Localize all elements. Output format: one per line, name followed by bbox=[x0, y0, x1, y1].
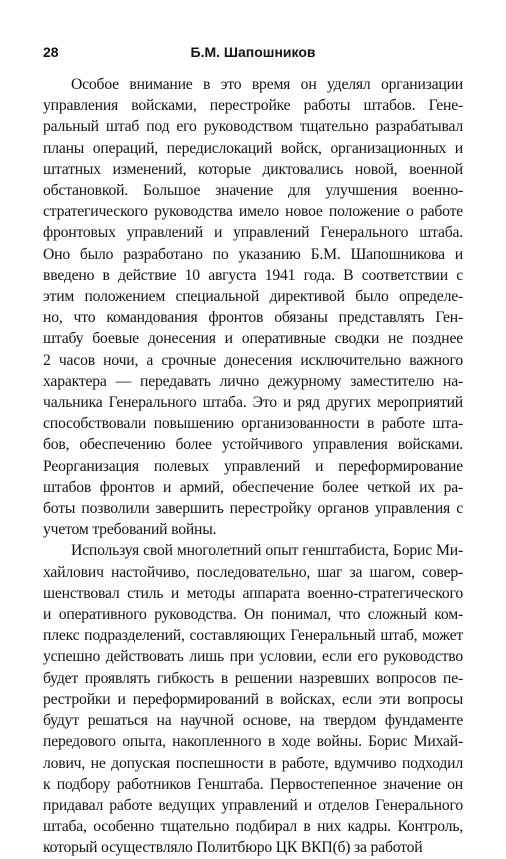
text-line: введено в действие 10 августа 1941 года. В соответствии с bbox=[43, 266, 463, 284]
text-line: придавал работе ведущих управлений и отделов Генерального bbox=[43, 796, 463, 814]
text-line: штаба, особенно тщательно подбирал в них кадры. Контроль, bbox=[43, 818, 463, 836]
text-line: передового опыта, накопленного в ходе войны. Борис Михай- bbox=[43, 733, 463, 751]
text-line: планы операций, передислокаций войск, организационных и bbox=[43, 139, 463, 157]
text-line: Особое внимание в это время он уделял организации bbox=[71, 76, 463, 93]
text-line: ральный штаб под его руководством тщательно разрабатывал bbox=[43, 118, 463, 136]
text-line: будет проявлять гибкость в решении назревших вопросов пе- bbox=[43, 669, 463, 687]
text-line: управления войсками, перестройке работы штабов. Гене- bbox=[43, 97, 463, 115]
paragraph bbox=[43, 540, 463, 858]
running-head: Б.М. Шапошников bbox=[190, 44, 316, 60]
text-line: будут решаться на научной основе, на твердом фундаменте bbox=[43, 712, 463, 730]
text-line: обстановкой. Большое значение для улучшения военно- bbox=[43, 182, 463, 200]
text-line: и оперативного руководства. Он понимал, что сложный ком- bbox=[43, 606, 463, 624]
text-line: чальника Генерального штаба. Это и ряд других мероприятий bbox=[43, 394, 463, 412]
text-line: лович, не допуская поспешности в работе, вдумчиво подходил bbox=[43, 754, 463, 772]
text-line: к подбору работников Генштаба. Первостепенное значение он bbox=[43, 775, 463, 793]
page-header bbox=[0, 44, 506, 64]
text-line: способствовали повышению организованности в работе шта- bbox=[43, 415, 463, 433]
text-line: шенствовал стиль и методы аппарата военно-стратегического bbox=[43, 584, 463, 602]
text-line: но, что командования фронтов обязаны представлять Ген- bbox=[43, 309, 463, 327]
text-line: стратегического руководства имело новое положение о работе bbox=[43, 203, 463, 221]
text-line: Используя свой многолетний опыт генштабиста, Борис Ми- bbox=[71, 542, 463, 560]
text-line: который осуществляло Политбюро ЦК ВКП(б) за работой bbox=[43, 839, 423, 857]
text-line: 2 часов ночи, а срочные донесения исключительно важного bbox=[43, 351, 463, 369]
paragraph bbox=[43, 74, 463, 540]
text-line: Оно было разработано по указанию Б.М. Шапошникова и bbox=[43, 245, 463, 263]
text-line: штабу боевые донесения и оперативные сводки не позднее bbox=[43, 330, 463, 348]
text-line: бов, обеспечению более устойчивого управления войсками. bbox=[43, 436, 463, 454]
text-line: характера — передавать лично дежурному заместителю на- bbox=[43, 372, 463, 390]
page-number: 28 bbox=[43, 44, 59, 60]
text-line: этим положением специальной директивой было определе- bbox=[43, 288, 463, 306]
text-line: штатных изменений, которые диктовались новой, военной bbox=[43, 160, 463, 178]
text-line: успешно действовать лишь при условии, если его руководство bbox=[43, 648, 463, 666]
body-text bbox=[43, 74, 463, 859]
text-line: штабов фронтов и армий, обеспечение более четкой их ра- bbox=[43, 478, 463, 496]
text-line: хайлович настойчиво, последовательно, шаг за шагом, совер- bbox=[43, 563, 463, 581]
text-line: фронтовых управлений и управлений Генерального штаба. bbox=[43, 224, 463, 242]
text-line: учетом требований войны. bbox=[43, 521, 217, 539]
text-line: Реорганизация полевых управлений и переформирование bbox=[43, 457, 463, 475]
text-line: плекс подразделений, составляющих Генеральный штаб, может bbox=[43, 627, 463, 645]
text-line: боты позволили завершить перестройку органов управления с bbox=[43, 500, 463, 518]
text-line: рестройки и переформирований в войсках, если эти вопросы bbox=[43, 690, 463, 708]
